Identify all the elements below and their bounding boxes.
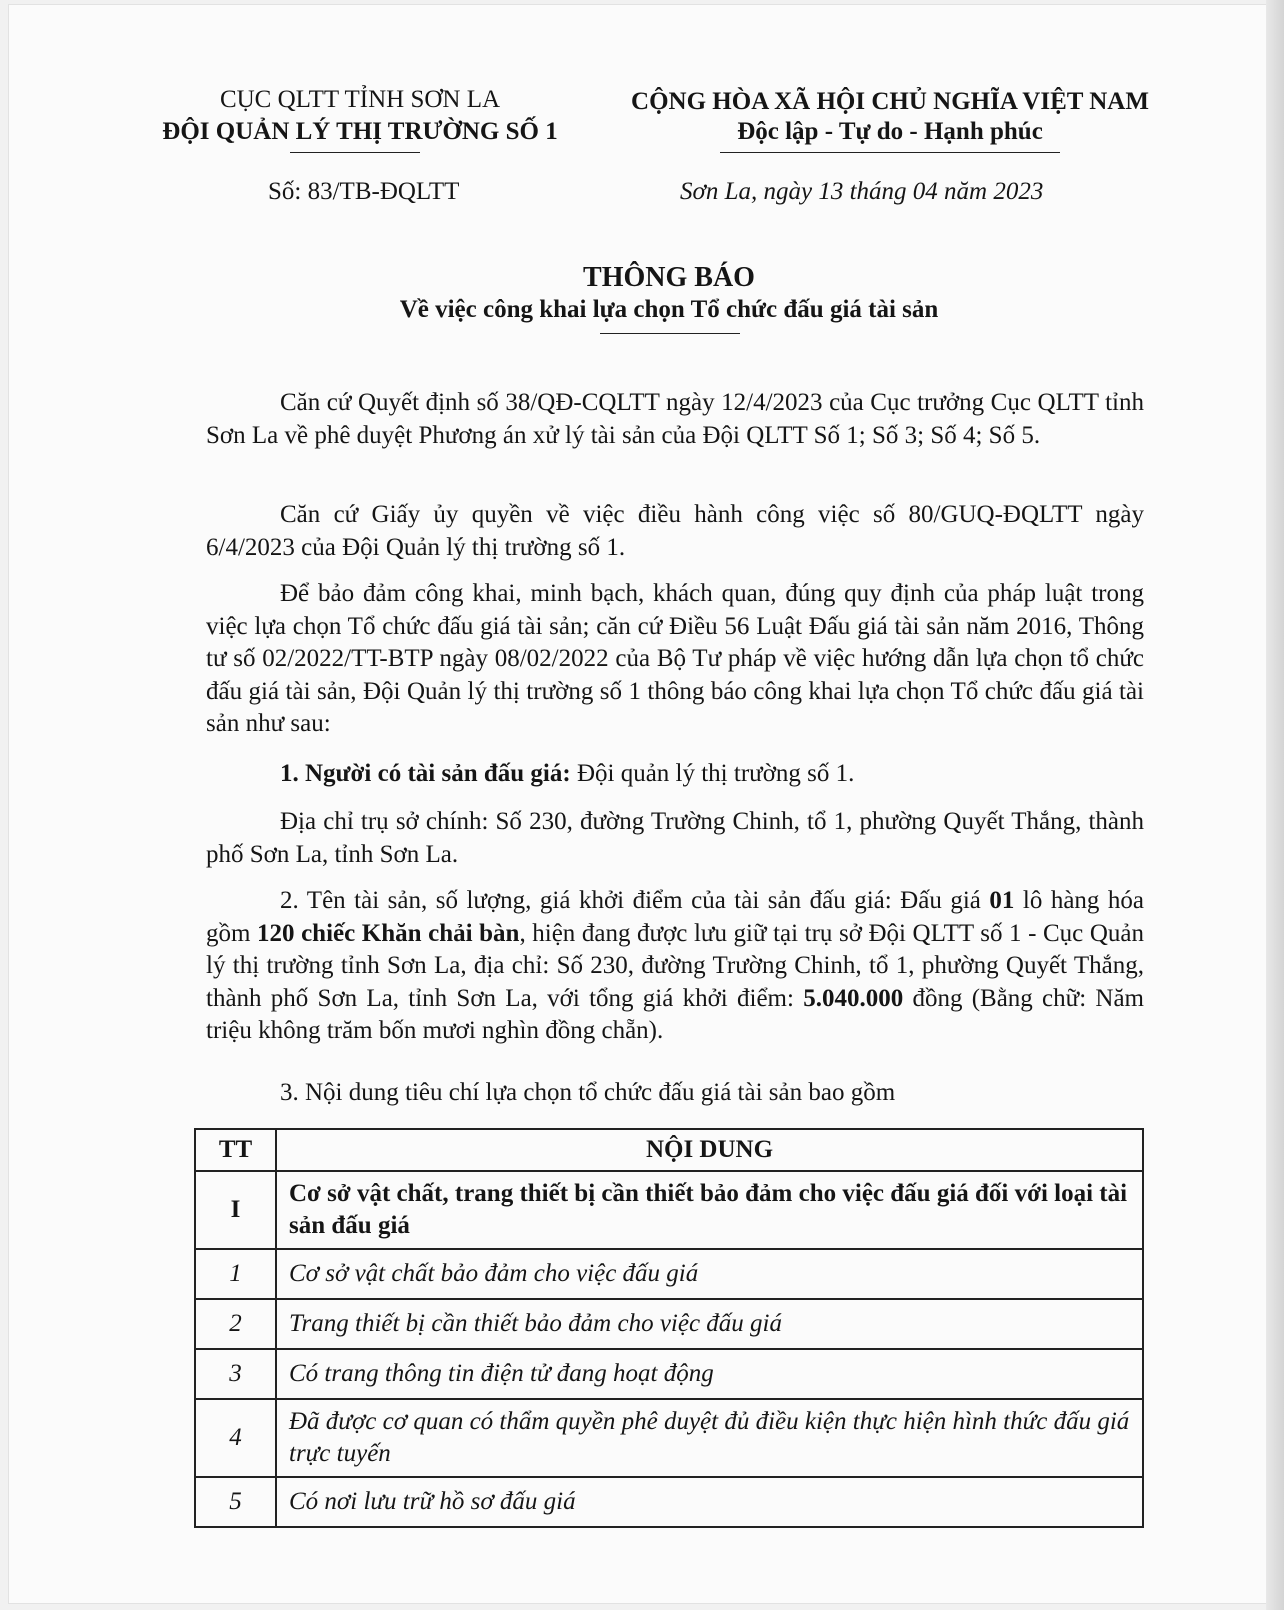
col-header-content: NỘI DUNG xyxy=(276,1129,1143,1171)
starting-price: 5.040.000 xyxy=(803,984,904,1012)
table-row xyxy=(195,1349,1143,1399)
row-content: Cơ sở vật chất, trang thiết bị cần thiết bảo đảm cho việc đấu giá đối với loại tài sản đấu giá xyxy=(276,1171,1143,1249)
paragraph-legal-basis-2: Căn cứ Giấy ủy quyền về việc điều hành công việc số 80/GUQ-ĐQLTT ngày 6/4/2023 của Đội Quản lý thị trường số 1. xyxy=(206,501,1144,561)
paragraph-purpose: Để bảo đảm công khai, minh bạch, khách quan, đúng quy định của pháp luật trong việc lựa chọn Tổ chức đấu giá tài sản; căn cứ Điều 56 Luật Đấu giá tài sản năm 2016, Thông tư số 02/2022/TT-BTP ngày 08/02/2022 của Bộ Tư pháp về việc hướng dẫn lựa chọn tổ chức đấu giá tài sản, Đội Quản lý thị trường số 1 thông báo công khai lựa chọn Tổ chức đấu giá tài sản như sau: xyxy=(206,580,1144,737)
row-tt: I xyxy=(195,1171,276,1249)
row-tt: 1 xyxy=(195,1249,276,1299)
title-underline xyxy=(600,333,740,334)
place-date: Sơn La, ngày 13 tháng 04 năm 2023 xyxy=(680,178,1044,205)
section-1-address: Địa chỉ trụ sở chính: Số 230, đường Trường Chinh, tổ 1, phường Quyết Thắng, thành phố Sơn La, tỉnh Sơn La. xyxy=(206,808,1144,868)
section-2-tail: đồng (Bằng chữ: Năm triệu không trăm bốn mươi nghìn đồng chẵn). xyxy=(206,984,1144,1044)
item-description: 120 chiếc Khăn chải bàn xyxy=(257,919,520,947)
row-tt: 5 xyxy=(195,1477,276,1527)
section-2-location: , hiện đang được lưu giữ tại trụ sở Đội QLTT số 1 - Cục Quản lý thị trường tỉnh Sơn La, địa chỉ: Số 230, đường Trường Chinh, tổ 1, phường Quyết Thắng, thành phố Sơn La, tỉnh Sơn La, với tổng giá khởi điểm: xyxy=(206,919,1144,1012)
table-row xyxy=(195,1249,1143,1299)
table-row xyxy=(195,1299,1143,1349)
section-1 xyxy=(206,758,1144,791)
page-edge xyxy=(1266,0,1284,1610)
motto: Độc lập - Tự do - Hạnh phúc xyxy=(737,118,1043,145)
row-tt: 4 xyxy=(195,1399,276,1477)
table-row xyxy=(195,1399,1143,1477)
table-header-row xyxy=(195,1129,1143,1171)
col-header-tt: TT xyxy=(195,1129,276,1171)
section-2 xyxy=(206,885,1144,1048)
paragraph-legal-basis-1: Căn cứ Quyết định số 38/QĐ-CQLTT ngày 12/4/2023 của Cục trưởng Cục QLTT tỉnh Sơn La về phê duyệt Phương án xử lý tài sản của Đội QLTT Số 1; Số 3; Số 4; Số 5. xyxy=(206,389,1144,449)
row-tt: 3 xyxy=(195,1349,276,1399)
table-row xyxy=(195,1477,1143,1527)
agency-underline xyxy=(290,152,420,153)
doc-number: Số: 83/TB-ĐQLTT xyxy=(268,178,460,205)
document-title: THÔNG BÁO xyxy=(583,262,755,293)
row-content: Có trang thông tin điện tử đang hoạt động xyxy=(276,1349,1143,1399)
section-1-label: 1. Người có tài sản đấu giá: xyxy=(280,760,571,787)
document-subtitle: Về việc công khai lựa chọn Tổ chức đấu giá tài sản xyxy=(399,296,939,323)
lot-count: 01 xyxy=(989,887,1015,914)
section-2-mid: lô hàng hóa gồm xyxy=(206,887,1145,947)
agency-name: ĐỘI QUẢN LÝ THỊ TRƯỜNG SỐ 1 xyxy=(162,118,558,145)
row-content: Đã được cơ quan có thẩm quyền phê duyệt đủ điều kiện thực hiện hình thức đấu giá trực tuyến xyxy=(276,1399,1143,1477)
section-2-lead: 2. Tên tài sản, số lượng, giá khởi điểm của tài sản đấu giá: Đấu giá xyxy=(280,887,990,914)
section-1-text: Đội quản lý thị trường số 1. xyxy=(570,760,855,787)
row-content: Cơ sở vật chất bảo đảm cho việc đấu giá xyxy=(276,1249,1143,1299)
section-3: 3. Nội dung tiêu chí lựa chọn tổ chức đấu giá tài sản bao gồm xyxy=(280,1079,896,1106)
criteria-table xyxy=(194,1128,1144,1528)
table-row xyxy=(195,1171,1143,1249)
row-content: Trang thiết bị cần thiết bảo đảm cho việc đấu giá xyxy=(276,1299,1143,1349)
row-tt: 2 xyxy=(195,1299,276,1349)
row-content: Có nơi lưu trữ hồ sơ đấu giá xyxy=(276,1477,1143,1527)
country-name: CỘNG HÒA XÃ HỘI CHỦ NGHĨA VIỆT NAM xyxy=(631,88,1149,115)
motto-underline xyxy=(720,152,1060,153)
agency-parent: CỤC QLTT TỈNH SƠN LA xyxy=(219,86,501,113)
